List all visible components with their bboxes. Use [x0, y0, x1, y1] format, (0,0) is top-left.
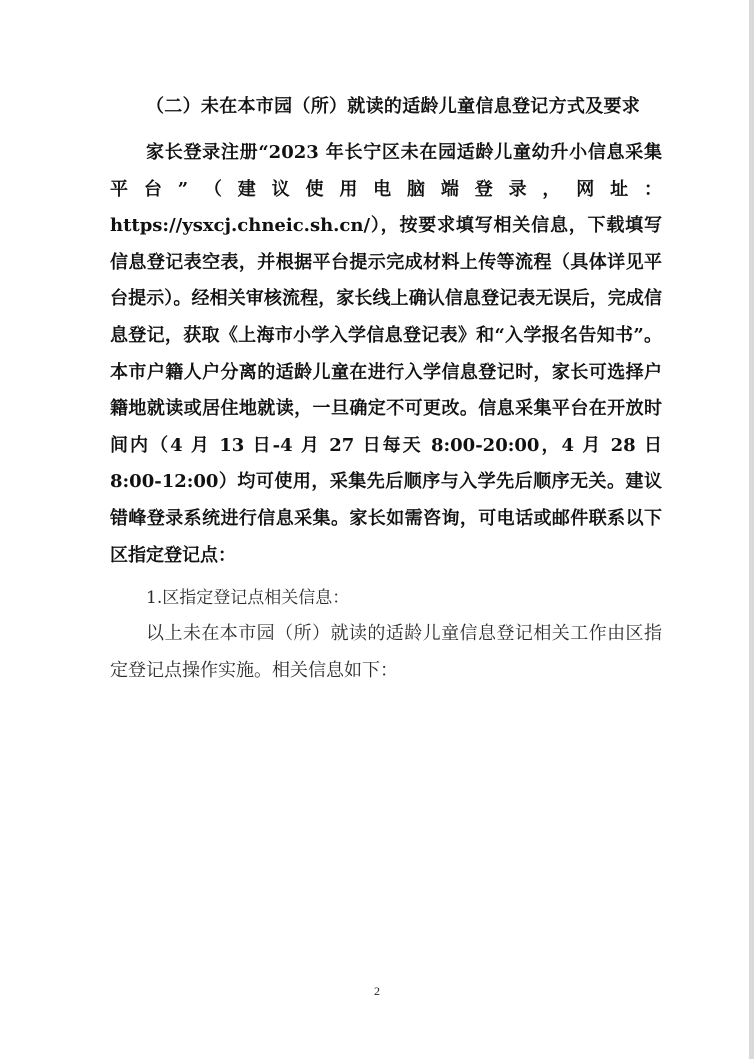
subsection-heading: 1.区指定登记点相关信息：	[146, 588, 350, 609]
registration-paragraph: 家长登录注册“2023 年长宁区未在园适龄儿童幼升小信息采集平台”（建议使用电脑端登录，网址：https://ysxcj.chneic.sh.cn/），按要求填写相关信息，下载填写信息登记表空表，并根据平台提示完成材料上传等流程（具体详见平台提示）。经相关审核流程，家长线上确认信息登记表无误后，完成信息登记，获取《上海市小学入学信息登记表》和“入学报名告知书”。本市户籍人户分离的适龄儿童在进行入学信息登记时，家长可选择户籍地就读或居住地就读，一旦确定不可更改。信息采集平台在开放时间内（4 月 13 日-4 月 27 日每天 8:00-20:00，4 月 28 日 8:00-12:00）均可使用，采集先后顺序与入学先后顺序无关。建议错峰登录系统进行信息采集。家长如需咨询，可电话或邮件联系以下区指定登记点：	[110, 142, 662, 566]
document-body	[110, 88, 662, 689]
registration-point-paragraph: 以上未在本市园（所）就读的适龄儿童信息登记相关工作由区指定登记点操作实施。相关信息如下：	[110, 623, 662, 681]
page-edge	[749, 0, 754, 1059]
section-heading: （二）未在本市园（所）就读的适龄儿童信息登记方式及要求	[146, 96, 641, 117]
page-number: 2	[374, 984, 380, 998]
